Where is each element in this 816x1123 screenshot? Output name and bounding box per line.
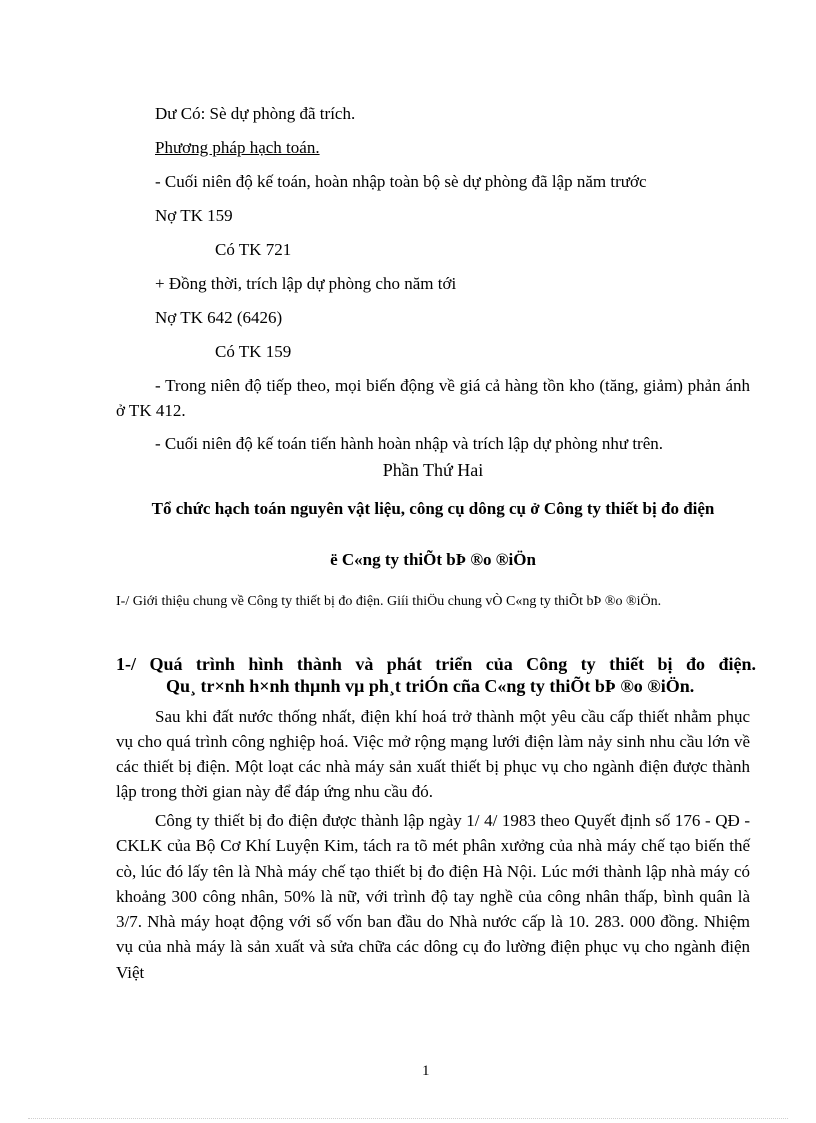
- chapter-title: Tổ chức hạch toán nguyên vật liệu, công cụ dông cụ ở Công ty thiết bị đo điện: [151, 499, 715, 518]
- footer-divider: [28, 1118, 788, 1119]
- chapter-subtitle: ë C«ng ty thiÕt bÞ ®o ®iÖn: [330, 550, 536, 569]
- method-heading: Phương pháp hạch toán.: [155, 138, 320, 157]
- text-line: Nợ TK 642 (6426): [155, 308, 283, 327]
- text-line: + Đồng thời, trích lập dự phòng cho năm tới: [155, 274, 457, 293]
- text-line: Nợ TK 159: [155, 206, 233, 225]
- text-line: Có TK 159: [215, 342, 292, 361]
- text-paragraph: - Trong niên độ tiếp theo, mọi biến động về giá cả hàng tồn kho (tăng, giảm) phản ánh ở TK 412.: [116, 376, 750, 420]
- history-heading-legacy: Qu¸ tr×nh h×nh thµnh vµ ph¸t triÓn cña C«ng ty thiÕt bÞ ®o ®iÖn.: [166, 676, 695, 696]
- text-line: Có TK 721: [215, 240, 292, 259]
- text-line: - Cuối niên độ kế toán, hoàn nhập toàn bộ sè dự phòng đã lập năm trước: [155, 172, 647, 191]
- section-heading: I-/ Giới thiệu chung về Công ty thiết bị đo điện. Giíi thiÖu chung vÒ C«ng ty thiÕt bÞ ®o ®iÖn.: [116, 594, 662, 609]
- part-title: Phần Thứ Hai: [382, 460, 484, 480]
- page-number: 1: [422, 1063, 430, 1079]
- text-paragraph: Sau khi đất nước thống nhất, điện khí hoá trở thành một yêu cầu cấp thiết nhằm phục vụ cho quá trình công nghiệp hoá. Việc mở rộng mạng lưới điện làm nảy sinh nhu cầu lớn về các thiết bị điện. Một loạt các nhà máy sản xuất thiết bị phục vụ cho ngành điện được thành lập trong thời gian này để đáp ứng nhu cầu đó.: [116, 707, 750, 801]
- text-line: - Cuối niên độ kế toán tiến hành hoàn nhập và trích lập dự phòng như trên.: [155, 434, 664, 453]
- text-line: Dư Có: Sè dự phòng đã trích.: [155, 104, 356, 123]
- history-heading: 1-/ Quá trình hình thành và phát triển của Công ty thiết bị đo điện.: [116, 654, 756, 674]
- text-paragraph: Công ty thiết bị đo điện được thành lập ngày 1/ 4/ 1983 theo Quyết định số 176 - QĐ - CKLK của Bộ Cơ Khí Luyện Kim, tách ra tõ mét phân xưởng của nhà máy chế tạo biến thế cò, lúc đó lấy tên là Nhà máy chế tạo thiết bị đo điện Hà Nội. Lúc mới thành lập nhà máy có khoảng 300 công nhân, 50% là nữ, với trình độ tay nghề của công nhân thấp, bình quân là 3/7. Nhà máy hoạt động với số vốn ban đầu do Nhà nước cấp là 10. 283. 000 đồng. Nhiệm vụ của nhà máy là sản xuất và sửa chữa các dông cụ đo lường điện phục vụ cho ngành điện Việt: [116, 811, 750, 982]
